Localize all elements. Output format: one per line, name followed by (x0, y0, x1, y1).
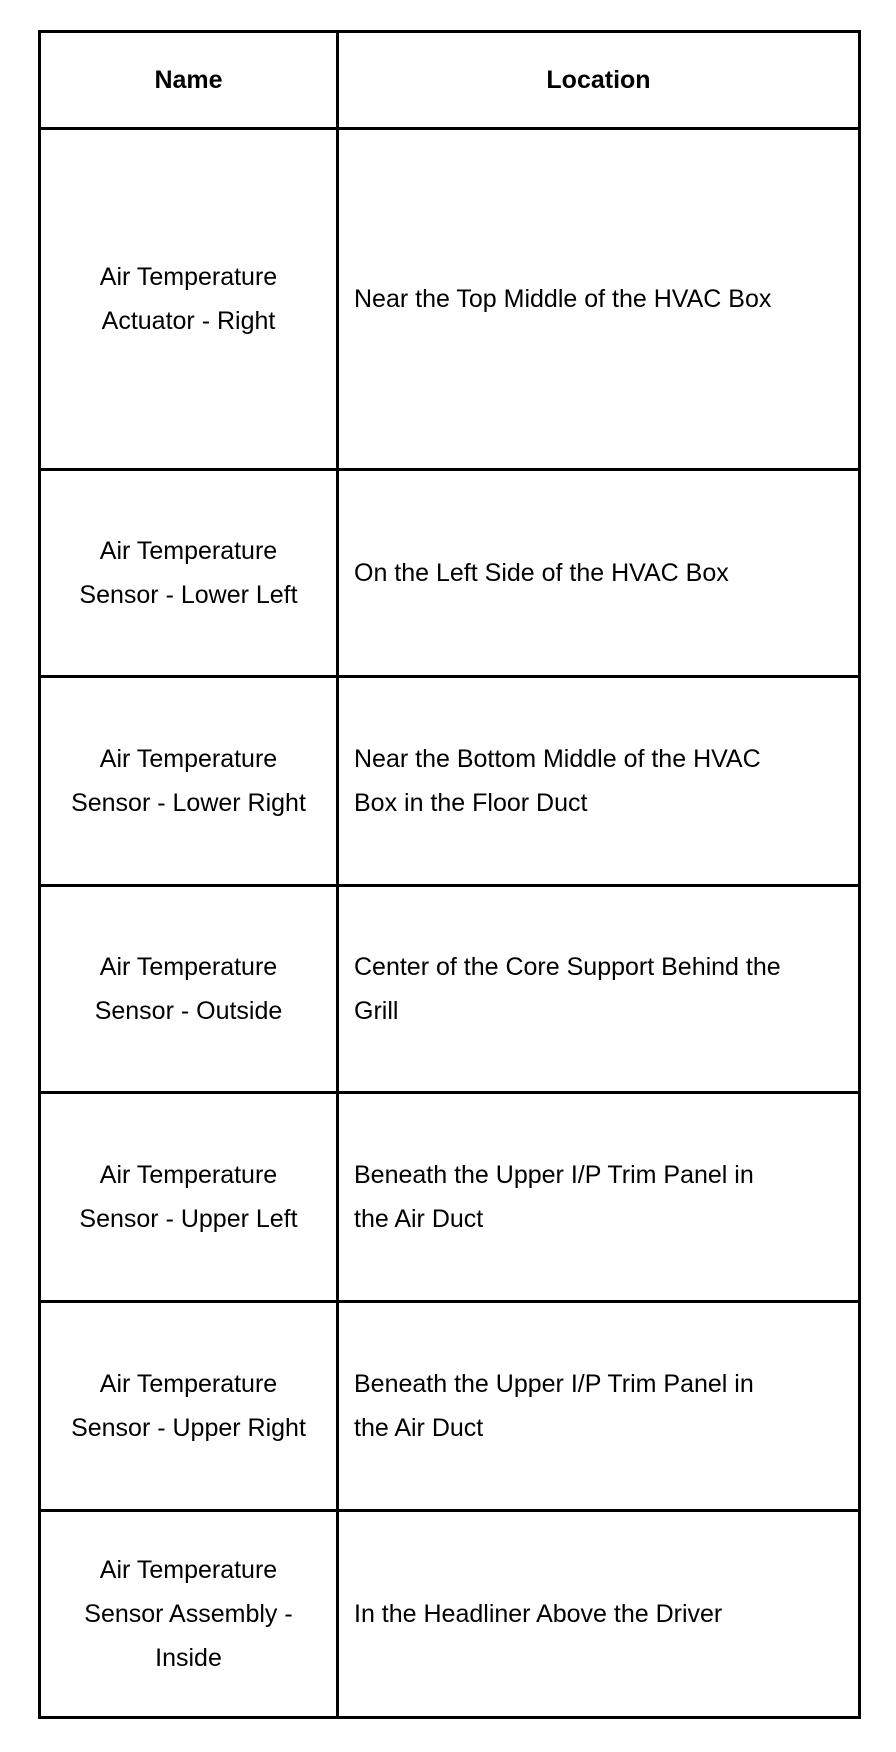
cell-name: Air Temperature Sensor - Lower Left (40, 470, 338, 677)
cell-location: Near the Top Middle of the HVAC Box (338, 129, 860, 470)
table-row (40, 1302, 860, 1511)
table-body (40, 129, 860, 1718)
cell-location: Beneath the Upper I/P Trim Panel in the Air Duct (338, 1093, 860, 1302)
table-row (40, 129, 860, 470)
cell-name: Air Temperature Sensor Assembly - Inside (40, 1511, 338, 1718)
cell-location: Center of the Core Support Behind the Grill (338, 886, 860, 1093)
header-name: Name (40, 32, 338, 129)
table-header (40, 32, 860, 129)
cell-name: Air Temperature Sensor - Outside (40, 886, 338, 1093)
component-location-table (38, 30, 861, 1719)
cell-name: Air Temperature Sensor - Upper Left (40, 1093, 338, 1302)
header-location: Location (338, 32, 860, 129)
cell-name: Air Temperature Sensor - Upper Right (40, 1302, 338, 1511)
table-row (40, 677, 860, 886)
table-row (40, 470, 860, 677)
cell-location: In the Headliner Above the Driver (338, 1511, 860, 1718)
cell-name: Air Temperature Actuator - Right (40, 129, 338, 470)
table-row (40, 1093, 860, 1302)
cell-location: Near the Bottom Middle of the HVAC Box in the Floor Duct (338, 677, 860, 886)
table-row (40, 1511, 860, 1718)
table-row (40, 886, 860, 1093)
header-row (40, 32, 860, 129)
cell-location: On the Left Side of the HVAC Box (338, 470, 860, 677)
cell-name: Air Temperature Sensor - Lower Right (40, 677, 338, 886)
cell-location: Beneath the Upper I/P Trim Panel in the Air Duct (338, 1302, 860, 1511)
